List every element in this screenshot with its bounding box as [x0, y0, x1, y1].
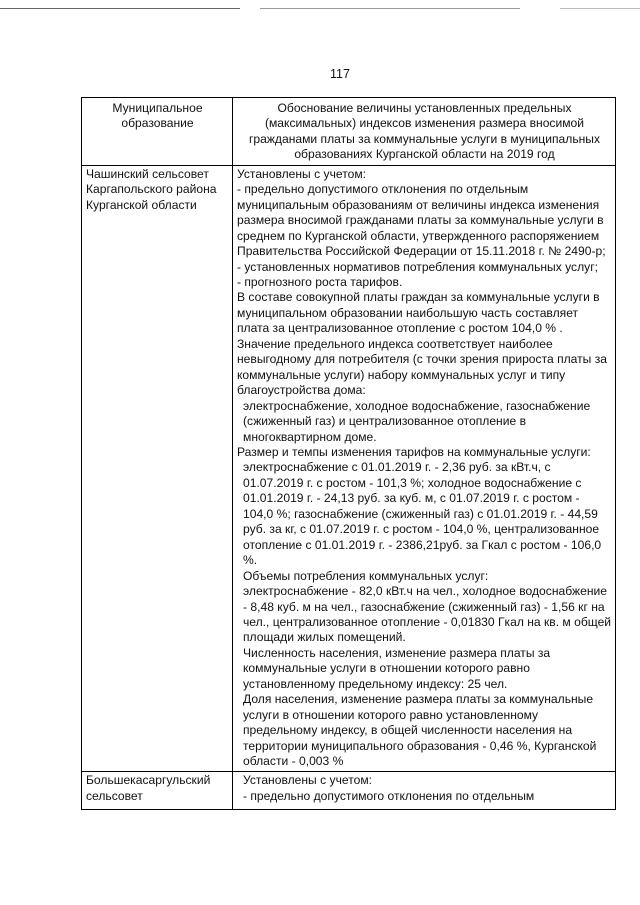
table-row	[82, 165, 616, 772]
text-line: Численность населения, изменение размера платы за коммунальные услуги в отношении которого равно установленному предельному индексу: 25 чел.	[243, 645, 551, 691]
table-row	[82, 772, 616, 810]
municipality-cell: Большекасаргульский сельсовет	[82, 772, 233, 810]
text-line: Доля населения, изменение размера платы за коммунальные услуги в отношении которого равно установленному предельному индексу, в общей численности населения на территории муниципального образования - 0,46 %, Курганской области - 0,003 %	[243, 692, 597, 769]
header-municipality: Муниципальное образование	[82, 98, 233, 166]
text-line: Размер и темпы изменения тарифов на коммунальные услуги:	[237, 444, 591, 459]
text-line: электроснабжение с 01.01.2019 г. - 2,36 руб. за кВт.ч, с 01.07.2019 г. с ростом - 101,3 %; холодное водоснабжение с 01.01.2019 г. - 24,13 руб. за куб. м, с 01.07.2019 г. с ростом - 104,0 %; газоснабжение (сжиженный газ) с 01.01.2019 г. - 44,59 руб. за кг, с 01.07.2019 г. с ростом - 104,0 %, централизованное отопление с 01.01.2019 г. - 2386,21руб. за Гкал с ростом - 106,0 %.	[243, 460, 602, 568]
text-line: Установлены с учетом:	[237, 166, 366, 181]
text-line: - предельно допустимого отклонения по отдельным	[243, 788, 535, 803]
text-line: Установлены с учетом:	[243, 773, 372, 788]
text-line: электроснабжение - 82,0 кВт.ч на чел., холодное водоснабжение - 8,48 куб. м на чел., газоснабжение (сжиженный газ) - 1,56 кг на чел., централизованное отопление - 0,01830 Гкал на кв. м общей площади жилых помещений.	[243, 584, 612, 645]
text-line: электроснабжение, холодное водоснабжение, газоснабжение (сжиженный газ) и централизованное отопление в многоквартирном доме.	[243, 398, 591, 444]
table-header-row	[82, 98, 616, 166]
justification-cell	[233, 772, 616, 810]
text-line: - установленных нормативов потребления коммунальных услуг;	[237, 259, 598, 274]
page-number: 117	[330, 67, 350, 81]
justification-cell	[233, 165, 616, 772]
text-line: Объемы потребления коммунальных услуг:	[243, 568, 489, 583]
municipality-cell: Чашинский сельсовет Каргапольского района Курганской области	[82, 165, 233, 772]
text-line: - предельно допустимого отклонения по отдельным муниципальным образованиям от величины индекса изменения размера вносимой гражданами платы за коммунальные услуги в среднем по Курганской области, утвержденного распоряжением Правительства Российской Федерации от 15.11.2018 г. № 2490-р;	[237, 182, 606, 259]
header-justification: Обоснование величины установленных предельных (максимальных) индексов изменения размера вносимой гражданами платы за коммунальные услуги в муниципальных образованиях Курганской области на 2019 год	[233, 98, 616, 166]
text-line: - прогнозного роста тарифов.	[237, 274, 403, 289]
indices-justification-table	[81, 97, 616, 810]
top-border-line	[0, 8, 640, 9]
text-line: Значение предельного индекса соответствует наиболее невыгодному для потребителя (с точки зрения прироста платы за коммунальные услуги) набору коммунальных услуг и типу благоустройства дома:	[237, 336, 607, 398]
text-line: В составе совокупной платы граждан за коммунальные услуги в муниципальном образовании наибольшую часть составляет плата за централизованное отопление с ростом 104,0 % .	[237, 290, 600, 336]
